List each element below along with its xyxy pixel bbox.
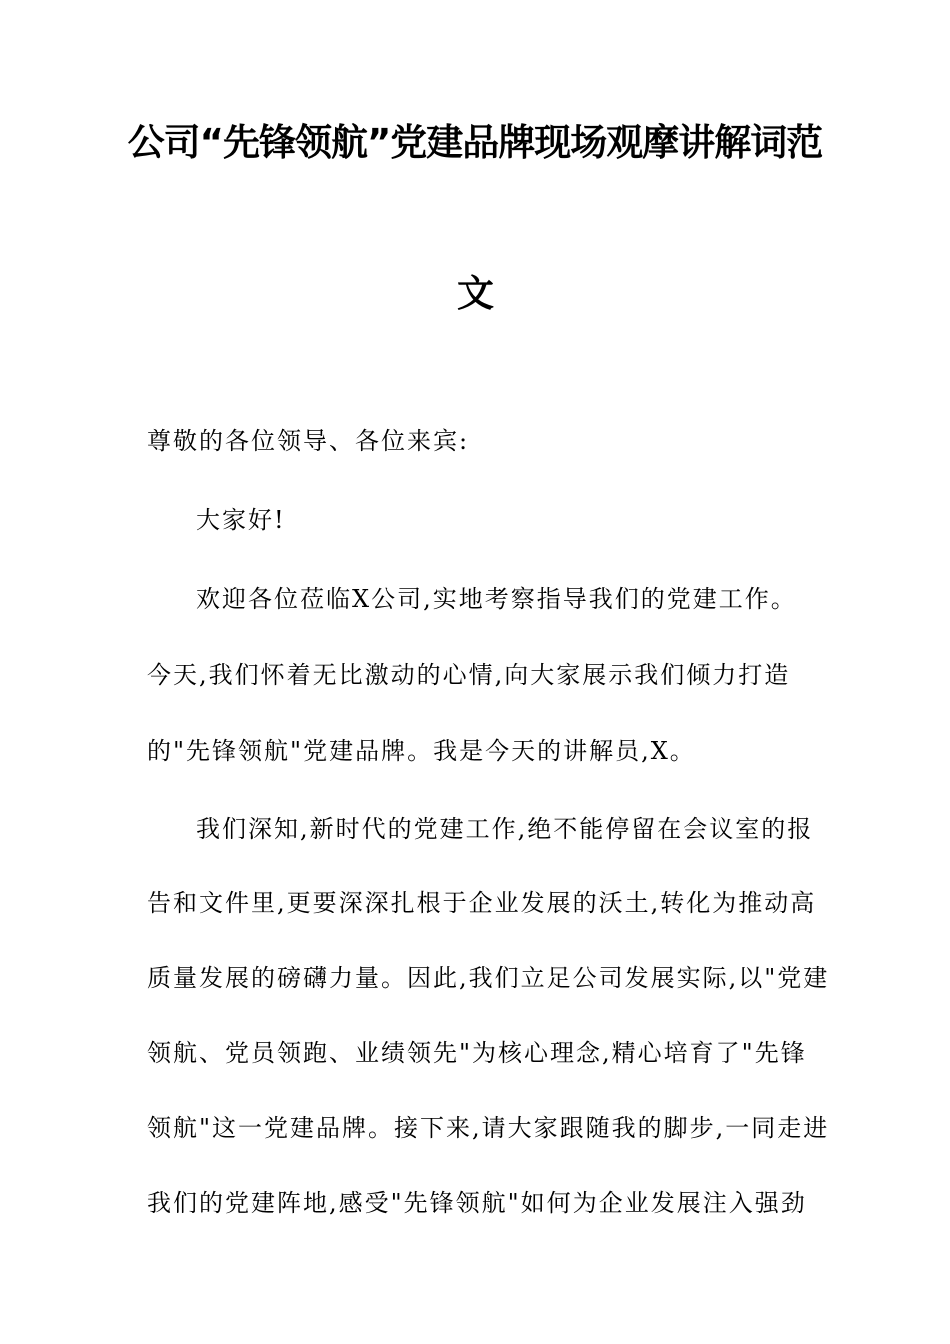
paragraph-1-line-2: 今天,我们怀着无比激动的心情,向大家展示我们倾力打造 (147, 661, 791, 689)
paragraph-2-line-4: 领航、党员领跑、业绩领先"为核心理念,精心培育了"先锋 (147, 1039, 807, 1067)
paragraph-1-line-3: 的"先锋领航"党建品牌。我是今天的讲解员,X。 (147, 737, 696, 765)
greeting: 大家好! (196, 506, 286, 534)
document-title-line-1: 公司“先锋领航”党建品牌现场观摩讲解词范 (127, 121, 823, 164)
paragraph-1-line-1: 欢迎各位莅临X公司,实地考察指导我们的党建工作。 (196, 585, 797, 613)
document-title-line-2: 文 (457, 272, 493, 315)
paragraph-2-line-5: 领航"这一党建品牌。接下来,请大家跟随我的脚步,一同走进 (147, 1114, 830, 1142)
salutation: 尊敬的各位领导、各位来宾: (147, 427, 470, 455)
paragraph-2-line-6: 我们的党建阵地,感受"先锋领航"如何为企业发展注入强劲 (147, 1189, 807, 1217)
paragraph-2-line-3: 质量发展的磅礴力量。因此,我们立足公司发展实际,以"党建 (147, 964, 830, 992)
paragraph-2-line-2: 告和文件里,更要深深扎根于企业发展的沃土,转化为推动高 (147, 889, 817, 917)
paragraph-2-line-1: 我们深知,新时代的党建工作,绝不能停留在会议室的报 (196, 815, 814, 843)
